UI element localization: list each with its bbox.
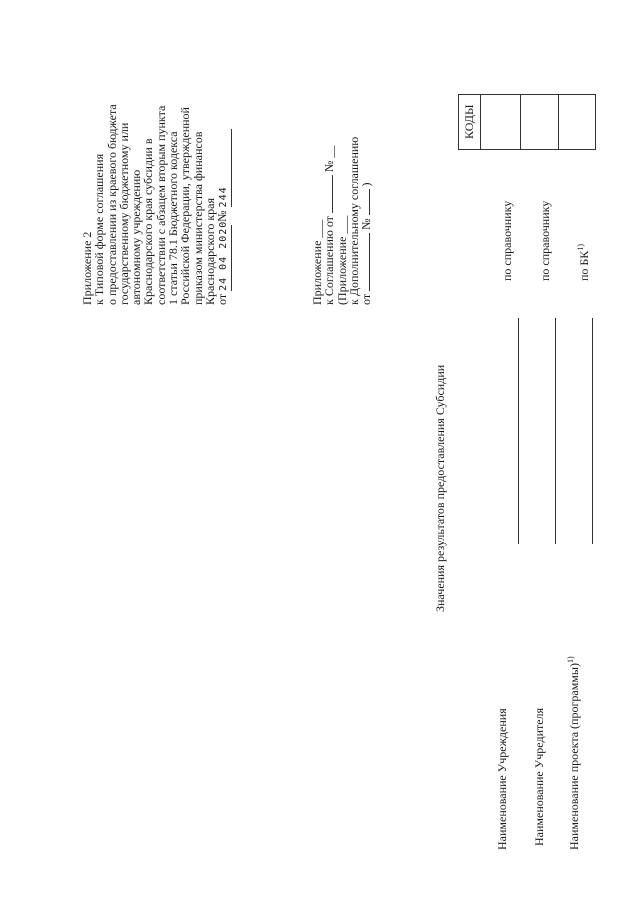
founder-label-text: Наименование Учредителя	[532, 707, 546, 846]
agreement-number-field: __	[322, 145, 337, 158]
project-hint	[576, 244, 592, 281]
institution-hint: по справочнику	[500, 200, 514, 281]
annex-line: к Типовой форме соглашения	[92, 153, 107, 305]
form-title: Значения результатов предоставления Субсидии	[433, 364, 447, 612]
annex-line: 1 статьи 78.1 Бюджетного кодекса	[166, 131, 181, 305]
annex-line: Российской Федерации, утвержденной	[178, 107, 193, 305]
order-date-line	[216, 5, 228, 305]
codes-header: КОДЫ	[462, 104, 476, 139]
annex-line: соответствии с абзацем вторым пункта	[153, 105, 168, 305]
supplement-line	[360, 85, 372, 305]
footnote-mark: 1)	[576, 244, 585, 251]
order-date-value: 24 04 2020	[218, 220, 230, 291]
founder-hint: по справочнику	[538, 200, 552, 281]
closing-paren: )	[359, 182, 374, 187]
supplement-line: Приложение ___	[310, 219, 324, 305]
founder-code-cell[interactable]	[521, 95, 557, 149]
annex-line: Приложение 2	[80, 231, 94, 305]
project-code-cell[interactable]	[559, 95, 595, 149]
founder-label	[532, 708, 547, 846]
additional-date-field	[369, 233, 370, 291]
footnote-mark: 1)	[566, 656, 575, 664]
annex-line: приказом министерства финансов	[190, 131, 205, 305]
additional-from-label: от	[359, 293, 374, 305]
annex-line: Краснодарского края субсидии в	[141, 138, 156, 305]
date-prefix: от	[215, 293, 230, 305]
founder-fill-line	[555, 318, 556, 544]
order-number-value: 244	[218, 186, 230, 208]
additional-number-sign: №	[359, 218, 374, 230]
annex-line: государственному бюджетному или	[116, 122, 131, 305]
codes-table	[458, 94, 596, 150]
project-fill-line	[592, 318, 593, 544]
project-hint-text: по БК	[577, 250, 591, 281]
annex-line: автономному учреждению	[129, 169, 144, 305]
annex-line: Краснодарского края	[202, 197, 217, 305]
additional-number-field	[369, 189, 370, 215]
annex-header	[81, 5, 229, 305]
order-number-field	[216, 129, 231, 207]
agreement-from-label: к Соглашению от	[322, 216, 337, 305]
institution-fill-line	[518, 318, 519, 544]
agreement-date-field	[332, 175, 333, 213]
project-label	[566, 656, 582, 850]
agreement-number-sign: №	[322, 160, 337, 173]
institution-label: Наименование Учреждения	[495, 708, 509, 850]
annex-line: о предоставлении из краевого бюджета	[104, 104, 119, 305]
supplement-line: (Приложение ___	[334, 215, 349, 305]
number-sign: №	[215, 210, 230, 222]
order-date-field	[216, 220, 231, 291]
project-label-text: Наименование проекта (программы)	[567, 663, 581, 850]
supplement-header	[311, 85, 372, 305]
supplement-line	[323, 85, 335, 305]
supplement-line: к Дополнительному соглашению	[346, 136, 361, 305]
institution-code-cell[interactable]	[481, 95, 519, 149]
